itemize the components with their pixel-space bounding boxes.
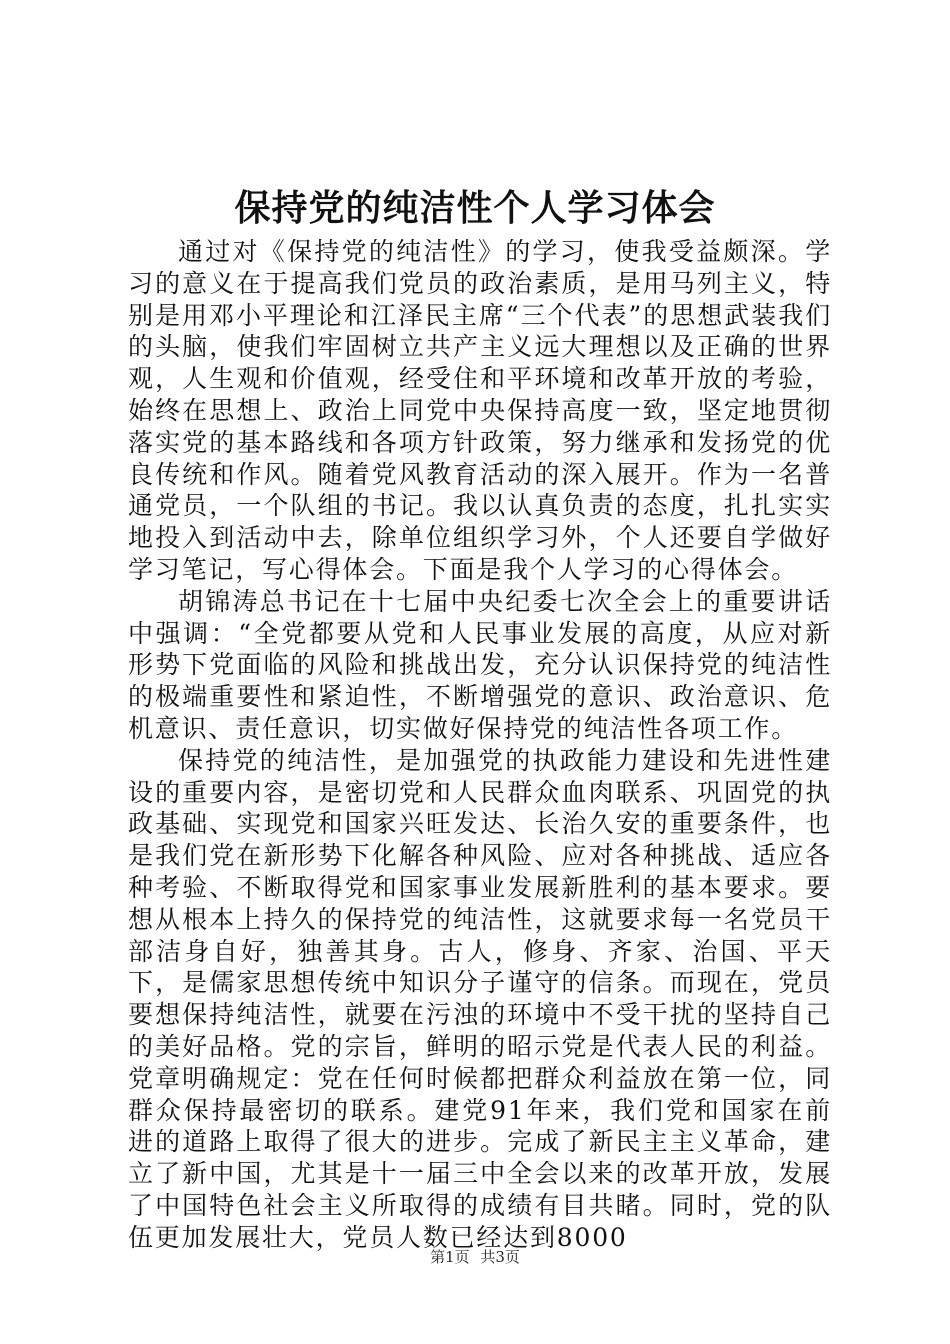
document-title: 保持党的纯洁性个人学习体会 <box>234 187 716 229</box>
body-paragraph-1: 通过对《保持党的纯洁性》的学习，使我受益颇深。学习的意义在于提高我们党员的政治素质，是用马列主义，特别是用邓小平理论和江泽民主席“三个代表”的思想武装我们的头脑，使我们牢固树立共产主义远大理想以及正确的世界观，人生观和价值观，经受住和平环境和改革开放的考验，始终在思想上、政治上同党中央保持高度一致，坚定地贯彻落实党的基本路线和各项方针政策，努力继承和发扬党的优良传统和作风。随着党风教育活动的深入展开。作为一名普通党员，一个队组的书记。我以认真负责的态度，扎扎实实地投入到活动中去，除单位组织学习外，个人还要自学做好学习笔记，写心得体会。下面是我个人学习的心得体会。 <box>128 237 832 584</box>
page-footer <box>0 1247 950 1267</box>
page-number: 第1页 <box>430 1248 470 1266</box>
body-paragraph-3: 保持党的纯洁性，是加强党的执政能力建设和先进性建设的重要内容，是密切党和人民群众血肉联系、巩固党的执政基础、实现党和国家兴旺发达、长治久安的重要条件，也是我们党在新形势下化解各种风险、应对各种挑战、适应各种考验、不断取得党和国家事业发展新胜利的基本要求。要想从根本上持久的保持党的纯洁性，这就要求每一名党员干部洁身自好，独善其身。古人，修身、齐家、治国、平天下，是儒家思想传统中知识分子谨守的信条。而现在，党员要想保持纯洁性，就要在污浊的环境中不受干扰的坚持自己的美好品格。党的宗旨，鲜明的昭示党是代表人民的利益。党章明确规定：党在任何时候都把群众利益放在第一位，同群众保持最密切的联系。建党91年来，我们党和国家在前进的道路上取得了很大的进步。完成了新民主主义革命，建立了新中国，尤其是十一届三中全会以来的改革开放，发展了中国特色社会主义所取得的成绩有目共睹。同时，党的队伍更加发展壮大，党员人数已经达到8000 <box>128 745 832 1252</box>
page-total: 共3页 <box>480 1248 520 1266</box>
document-body <box>128 236 832 1254</box>
body-paragraph-2: 胡锦涛总书记在十七届中央纪委七次全会上的重要讲话中强调：“全党都要从党和人民事业发展的高度，从应对新形势下党面临的风险和挑战出发，充分认识保持党的纯洁性的极端重要性和紧迫性，不断增强党的意识、政治意识、危机意识、责任意识，切实做好保持党的纯洁性各项工作。 <box>128 586 832 743</box>
